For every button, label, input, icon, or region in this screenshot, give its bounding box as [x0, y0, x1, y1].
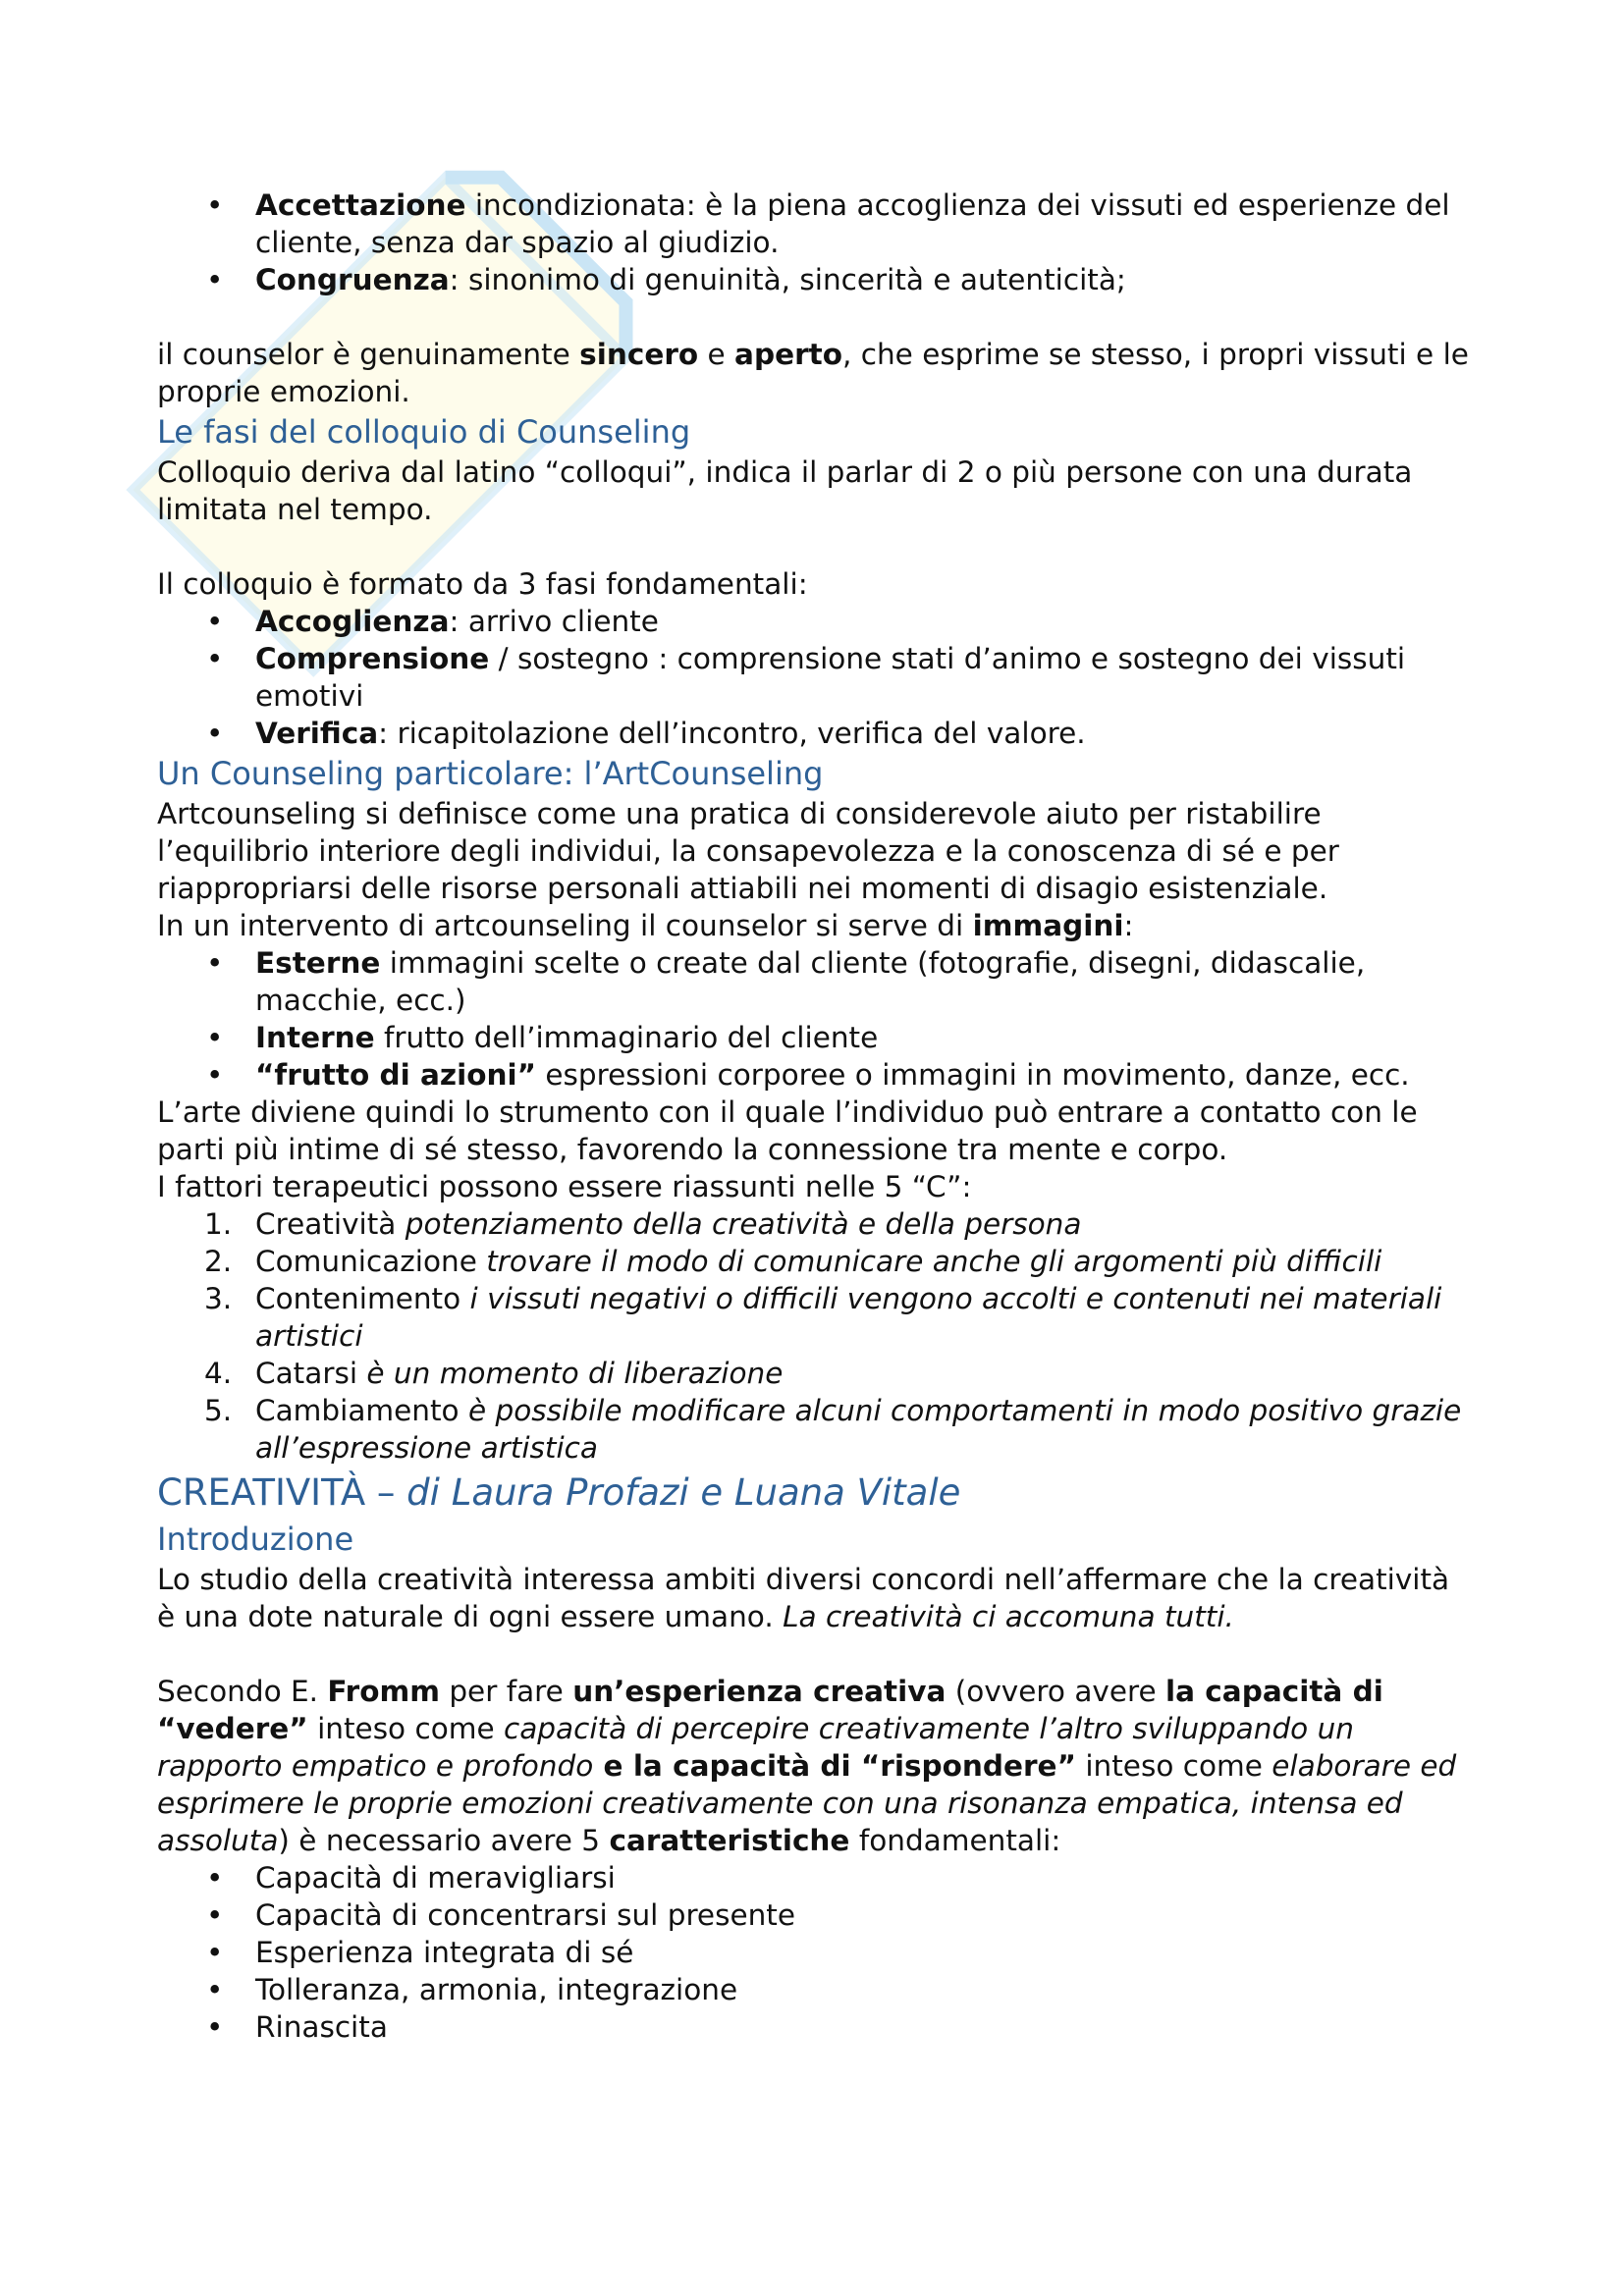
- list-item: 5. Cambiamento è possibile modificare alcuni comportamenti in modo positivo grazie all’espressione artistica: [204, 1394, 1462, 1465]
- paragraph-fasi-intro: Il colloquio è formato da 3 fasi fondamentali:: [157, 567, 808, 601]
- paragraph-fattori: I fattori terapeutici possono essere riassunti nelle 5 “C”:: [157, 1170, 972, 1203]
- list-item: • Capacità di meravigliarsi: [157, 1859, 1473, 1896]
- list-item: • Rinascita: [157, 2008, 1473, 2046]
- list-item: • Comprensione / sostegno : comprensione stati d’animo e sostegno dei vissuti emotivi: [157, 640, 1473, 715]
- list-item: • Esterne immagini scelte o create dal cliente (fotografie, disegni, didascalie, macchie, ecc.): [157, 944, 1473, 1019]
- fasi-bullet-list: [157, 603, 1473, 752]
- paragraph-artcounseling: Artcounseling si definisce come una pratica di considerevole aiuto per ristabilire l’equilibrio interiore degli individui, la consapevolezza e la conoscenza di sé e per riappropriarsi delle risorse personali attiabili nei momenti di disagio esistenziale.: [157, 797, 1339, 905]
- heading-fasi-colloquio: Le fasi del colloquio di Counseling: [157, 413, 691, 451]
- caratteristiche-bullet-list: [157, 1859, 1473, 2046]
- list-item: • Interne frutto dell’immaginario del cliente: [157, 1019, 1473, 1056]
- list-item: 3. Contenimento i vissuti negativi o difficili vengono accolti e contenuti nei materiali artistici: [204, 1282, 1442, 1353]
- list-item: 4. Catarsi è un momento di liberazione: [204, 1357, 784, 1390]
- paragraph-arte: L’arte diviene quindi lo strumento con il quale l’individuo può entrare a contatto con le parti più intime di sé stesso, favorendo la connessione tra mente e corpo.: [157, 1095, 1418, 1166]
- list-item: • Congruenza: sinonimo di genuinità, sincerità e autenticità;: [157, 261, 1473, 298]
- paragraph-colloquio: Colloquio deriva dal latino “colloqui”, indica il parlar di 2 o più persone con una durata limitata nel tempo.: [157, 455, 1413, 526]
- list-item: • Accettazione incondizionata: è la piena accoglienza dei vissuti ed esperienze del cliente, senza dar spazio al giudizio.: [157, 187, 1473, 261]
- list-item: 1. Creatività potenziamento della creatività e della persona: [204, 1207, 1082, 1241]
- heading-creativita: CREATIVITÀ – di Laura Profazi e Luana Vitale: [157, 1471, 961, 1514]
- heading-artcounseling: Un Counseling particolare: l’ArtCounseling: [157, 755, 824, 792]
- list-item: 2. Comunicazione trovare il modo di comunicare anche gli argomenti più difficili: [204, 1245, 1382, 1278]
- heading-introduzione: Introduzione: [157, 1521, 354, 1558]
- immagini-bullet-list: [157, 944, 1473, 1094]
- document-page: [157, 187, 1473, 2046]
- list-item: • “frutto di azioni” espressioni corporee o immagini in movimento, danze, ecc.: [157, 1056, 1473, 1094]
- list-item: • Tolleranza, armonia, integrazione: [157, 1971, 1473, 2008]
- paragraph-counselor: il counselor è genuinamente sincero e aperto, che esprime se stesso, i propri vissuti e le proprie emozioni.: [157, 338, 1469, 408]
- list-item: • Accoglienza: arrivo cliente: [157, 603, 1473, 640]
- paragraph-immagini: In un intervento di artcounseling il counselor si serve di immagini:: [157, 909, 1134, 942]
- list-item: • Esperienza integrata di sé: [157, 1934, 1473, 1971]
- fattori-numbered-list: [157, 1205, 1473, 1467]
- top-bullet-list: [157, 187, 1473, 298]
- paragraph-intro: Lo studio della creatività interessa ambiti diversi concordi nell’affermare che la creatività è una dote naturale di ogni essere umano. La creatività ci accomuna tutti.: [157, 1563, 1450, 1633]
- list-item: • Capacità di concentrarsi sul presente: [157, 1896, 1473, 1934]
- list-item: • Verifica: ricapitolazione dell’incontro, verifica del valore.: [157, 715, 1473, 752]
- paragraph-fromm: Secondo E. Fromm per fare un’esperienza creativa (ovvero avere la capacità di “vedere” inteso come capacità di percepire creativamente l’altro sviluppando un rapporto empatico e profondo e la capacità di “rispondere” inteso come elaborare ed esprimere le proprie emozioni creativamente con una risonanza empatica, intensa ed assoluta) è necessario avere 5 caratteristiche fondamentali:: [157, 1675, 1457, 1857]
